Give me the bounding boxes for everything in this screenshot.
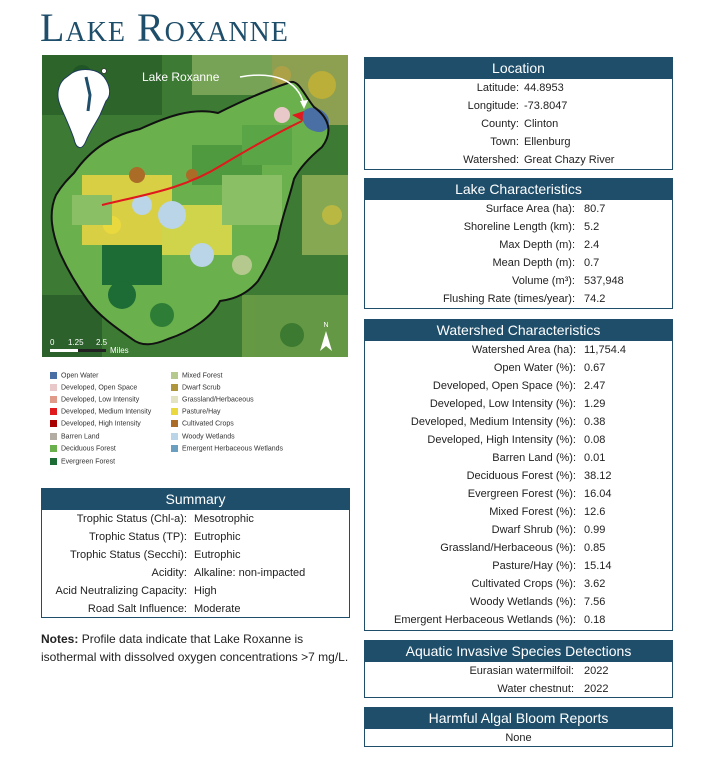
legend-swatch [171,408,178,415]
invasive-species-rows [365,662,672,698]
row-value: Moderate [194,603,241,615]
table-row [365,521,672,539]
summary-header: Summary [42,489,349,510]
row-value: 0.99 [584,524,606,536]
row-value: 0.08 [584,434,606,446]
legend-item: Barren Land [50,433,100,443]
table-row [365,539,672,557]
row-label: Town: [490,136,519,148]
watershed-map [42,55,348,357]
row-label: Developed, Low Intensity (%): [429,398,576,410]
row-value: 44.8953 [524,82,564,94]
legend-swatch [171,396,178,403]
legend-item: Evergreen Forest [50,458,115,468]
legend-item: Deciduous Forest [50,445,116,455]
table-row [365,467,672,485]
table-row [365,272,672,290]
row-label: Cultivated Crops (%): [471,578,576,590]
table-row [365,557,672,575]
row-value: 7.56 [584,596,606,608]
table-row [365,254,672,272]
legend-swatch [50,372,57,379]
row-value: 2.4 [584,239,600,251]
north-label: N [323,322,329,329]
table-row [365,236,672,254]
table-row [365,115,672,133]
row-label: Trophic Status (Secchi): [70,549,187,561]
table-row [365,611,672,629]
legend-item: Dwarf Scrub [171,384,221,394]
row-label: Flushing Rate (times/year): [442,293,575,305]
algal-bloom-panel [364,707,673,747]
row-value: 0.67 [584,362,606,374]
location-header: Location [365,58,672,79]
legend-swatch [171,372,178,379]
table-row [42,546,349,564]
row-label: Eurasian watermilfoil: [469,665,574,677]
row-label: Evergreen Forest (%): [467,488,576,500]
legend-item: Cultivated Crops [171,420,234,430]
map-legend [50,372,350,472]
legend-item: Emergent Herbaceous Wetlands [171,445,283,455]
table-row [365,395,672,413]
scale-tick-0: 0 [50,338,55,347]
legend-item: Open Water [50,372,98,382]
land-cover-map [42,55,348,357]
legend-item: Developed, Open Space [50,384,137,394]
table-row [365,218,672,236]
table-row [365,151,672,169]
row-value: 16.04 [584,488,612,500]
lake-characteristics-header: Lake Characteristics [365,179,672,200]
lake-characteristics-rows [365,200,672,308]
legend-swatch [171,384,178,391]
row-value: Eutrophic [194,549,241,561]
row-value: 0.7 [584,257,600,269]
table-row [42,510,349,528]
table-row [365,97,672,115]
row-value: 1.29 [584,398,606,410]
row-value: 0.18 [584,614,606,626]
row-value: 15.14 [584,560,612,572]
legend-swatch [50,445,57,452]
table-row [365,485,672,503]
row-value: High [194,585,217,597]
row-label: Water chestnut: [497,683,574,695]
invasive-species-panel [364,640,673,698]
legend-item: Developed, Low Intensity [50,396,139,406]
row-label: Surface Area (ha): [485,203,575,215]
page-title: Lake Roxanne [40,5,289,50]
legend-swatch [50,420,57,427]
row-label: Trophic Status (Chl-a): [76,513,187,525]
row-label: Acid Neutralizing Capacity: [55,585,187,597]
row-label: Developed, High Intensity (%): [427,434,576,446]
legend-swatch [50,396,57,403]
row-value: Alkaline: non-impacted [194,567,306,579]
row-value: Clinton [524,118,559,130]
legend-item: Developed, High Intensity [50,420,141,430]
row-label: Grassland/Herbaceous (%): [440,542,576,554]
legend-swatch [50,458,57,465]
table-row [365,341,672,359]
legend-swatch [50,433,57,440]
table-row [42,582,349,600]
row-value: 2.47 [584,380,606,392]
row-label: Mixed Forest (%): [489,506,576,518]
table-row [365,290,672,308]
legend-item: Developed, Medium Intensity [50,408,151,418]
row-value: 537,948 [584,275,624,287]
algal-bloom-value: None [505,732,532,744]
row-value: 5.2 [584,221,600,233]
row-label: Acidity: [151,567,187,579]
table-row [365,79,672,97]
table-row [42,528,349,546]
row-label: Mean Depth (m): [492,257,575,269]
legend-swatch [171,420,178,427]
map-callout-label: Lake Roxanne [142,70,220,84]
legend-item: Grassland/Herbaceous [171,396,254,406]
row-label: Trophic Status (TP): [88,531,187,543]
row-value: 11,754.4 [584,344,627,356]
row-value: Great Chazy River [524,154,615,166]
row-label: County: [481,118,519,130]
row-label: Watershed: [463,154,519,166]
table-row [365,359,672,377]
location-rows [365,79,672,169]
summary-rows [42,510,349,618]
watershed-characteristics-panel [364,319,673,631]
row-label: Longitude: [467,100,519,112]
table-row [365,377,672,395]
row-value: 3.62 [584,578,606,590]
notes [41,630,351,666]
table-row [365,662,672,680]
row-value: 2022 [584,683,609,695]
row-label: Open Water (%): [493,362,576,374]
row-label: Shoreline Length (km): [463,221,575,233]
row-label: Road Salt Influence: [87,603,187,615]
row-label: Latitude: [476,82,519,94]
scale-tick-2: 2.5 [96,338,108,347]
table-row [365,449,672,467]
notes-text: Profile data indicate that Lake Roxanne is isothermal with dissolved oxygen concentrations >7 mg/L. [41,632,349,664]
table-row [365,133,672,151]
table-row [365,431,672,449]
row-label: Dwarf Shrub (%): [491,524,576,536]
location-panel [364,57,673,170]
legend-item: Woody Wetlands [171,433,235,443]
row-value: 0.85 [584,542,606,554]
table-row [365,575,672,593]
row-label: Developed, Open Space (%): [432,380,576,392]
row-value: 0.01 [584,452,606,464]
legend-item: Mixed Forest [171,372,222,382]
legend-swatch [50,408,57,415]
table-row [365,503,672,521]
row-value: 2022 [584,665,609,677]
legend-swatch [171,433,178,440]
watershed-characteristics-rows [365,341,672,629]
lake-characteristics-panel [364,178,673,309]
row-value: 74.2 [584,293,606,305]
row-label: Max Depth (m): [499,239,575,251]
table-row [365,413,672,431]
invasive-species-header: Aquatic Invasive Species Detections [365,641,672,662]
row-label: Barren Land (%): [492,452,576,464]
row-value: Eutrophic [194,531,241,543]
notes-label: Notes: [41,632,79,646]
row-label: Pasture/Hay (%): [492,560,576,572]
row-value: Mesotrophic [194,513,254,525]
table-row [42,600,349,618]
scale-unit: Miles [110,346,129,355]
row-label: Deciduous Forest (%): [466,470,576,482]
table-row [365,593,672,611]
summary-panel [41,488,350,618]
table-row [365,200,672,218]
watershed-characteristics-header: Watershed Characteristics [365,320,672,341]
row-value: 38.12 [584,470,612,482]
legend-item: Pasture/Hay [171,408,221,418]
row-value: 12.6 [584,506,606,518]
row-value: 80.7 [584,203,606,215]
row-value: Ellenburg [524,136,571,148]
row-value: 0.38 [584,416,606,428]
algal-bloom-header: Harmful Algal Bloom Reports [365,708,672,729]
legend-swatch [50,384,57,391]
table-row [42,564,349,582]
row-label: Woody Wetlands (%): [470,596,576,608]
locator-star-icon [102,69,107,74]
row-label: Developed, Medium Intensity (%): [410,416,576,428]
legend-swatch [171,445,178,452]
scale-tick-1: 1.25 [68,338,84,347]
row-label: Watershed Area (ha): [471,344,576,356]
table-row [365,680,672,698]
row-label: Emergent Herbaceous Wetlands (%): [394,614,576,626]
row-value: -73.8047 [524,100,568,112]
row-label: Volume (m³): [512,275,575,287]
